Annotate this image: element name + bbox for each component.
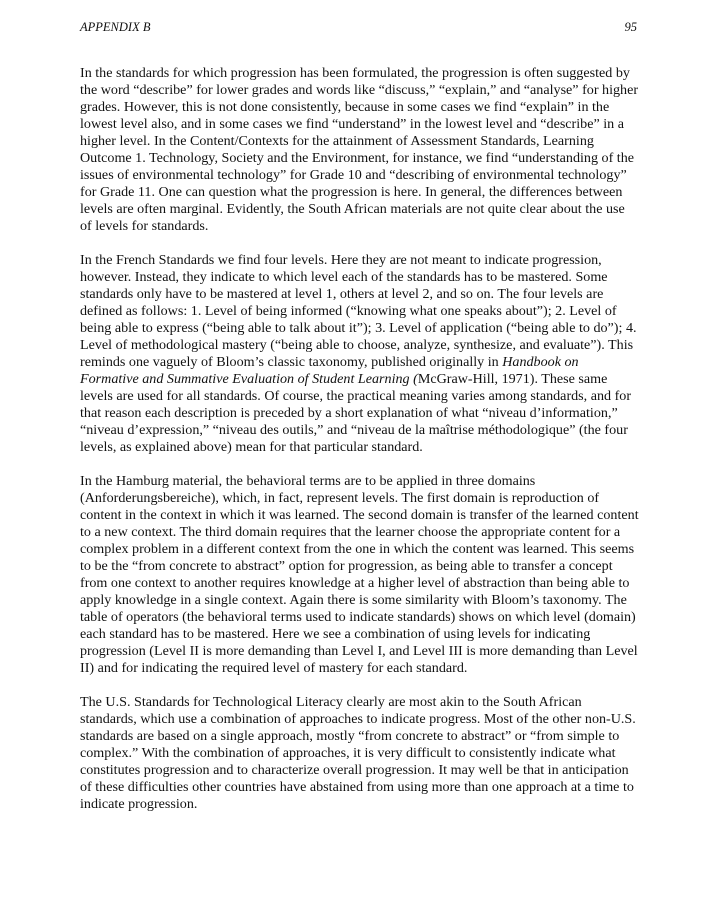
paragraph-text-after-citation: McGraw-Hill, 1971). These same levels are used for all standards. Of course, the practical meaning varies among standards, and for that reason each description is preceded by a short explanation of what “niveau d’information,” “niveau d’expression,” “niveau des outils,” and “niveau de la maîtrise méthodologique” (the four levels, as explained above) mean for that particular standard.	[80, 371, 632, 455]
body-text	[80, 65, 640, 830]
running-header	[80, 20, 637, 38]
paragraph-us-standards: The U.S. Standards for Technological Literacy clearly are most akin to the South African standards, which use a combination of approaches to indicate progress. Most of the other non-U.S. standards are based on a single approach, mostly “from concrete to abstract” or “from simple to complex.” With the combination of approaches, it is very difficult to consistently indicate what constitutes progression and to characterize overall progression. It may well be that in anticipation of these difficulties other countries have abstained from using more than one approach at a time to indicate progression.	[80, 694, 636, 812]
page-number: 95	[624, 20, 637, 34]
paragraph-text-before-citation: In the French Standards we find four levels. Here they are not meant to indicate progression, however. Instead, they indicate to which level each of the standards has to be mastered. Some standards only have to be mastered at level 1, others at level 2, and so on. The four levels are defined as follows: 1. Level of being informed (“knowing what one speaks about”); 2. Level of being able to express (“being able to talk about it”); 3. Level of application (“being able to do”); 4. Level of methodological mastery (“being able to choose, analyze, synthesize, and evaluate”). This reminds one vaguely of Bloom’s classic taxonomy, published originally in	[80, 252, 637, 370]
section-label: APPENDIX B	[80, 20, 151, 34]
book-title-citation: Handbook on Formative and Summative Evaluation of Student Learning (	[80, 354, 579, 387]
paragraph-hamburg-material: In the Hamburg material, the behavioral terms are to be applied in three domains (Anforderungsbereiche), which, in fact, represent levels. The first domain is reproduction of content in the context in which it was learned. The second domain is transfer of the learned content to a new context. The third domain requires that the learner choose the appropriate content for a complex problem in a different context from the one in which the content was learned. This seems to be the “from concrete to abstract” option for progression, as being able to transfer a concept from one context to another requires knowledge at a higher level of abstraction than being able to apply knowledge in a single context. Again there is some similarity with Bloom’s taxonomy. The table of operators (the behavioral terms used to indicate standards) shows on which level (domain) each standard has to be mastered. Here we see a combination of using levels for indicating progression (Level II is more demanding than Level I, and Level III is more demanding than Level II) and for indicating the required level of mastery for each standard.	[80, 473, 639, 676]
paragraph-french-standards	[80, 252, 640, 456]
paragraph-south-african-standards: In the standards for which progression has been formulated, the progression is often suggested by the word “describe” for lower grades and words like “discuss,” “explain,” and “analyse” for higher grades. However, this is not done consistently, because in some cases we find “explain” in the lowest level also, and in some cases we find “understand” in the lowest level and “describe” in a higher level. In the Content/Contexts for the attainment of Assessment Standards, Learning Outcome 1. Technology, Society and the Environment, for instance, we find “understanding of the issues of environmental technology” for Grade 10 and “describing of environmental technology” for Grade 11. One can question what the progression is here. In general, the differences between levels are often marginal. Evidently, the South African materials are not quite clear about the use of levels for standards.	[80, 65, 639, 234]
